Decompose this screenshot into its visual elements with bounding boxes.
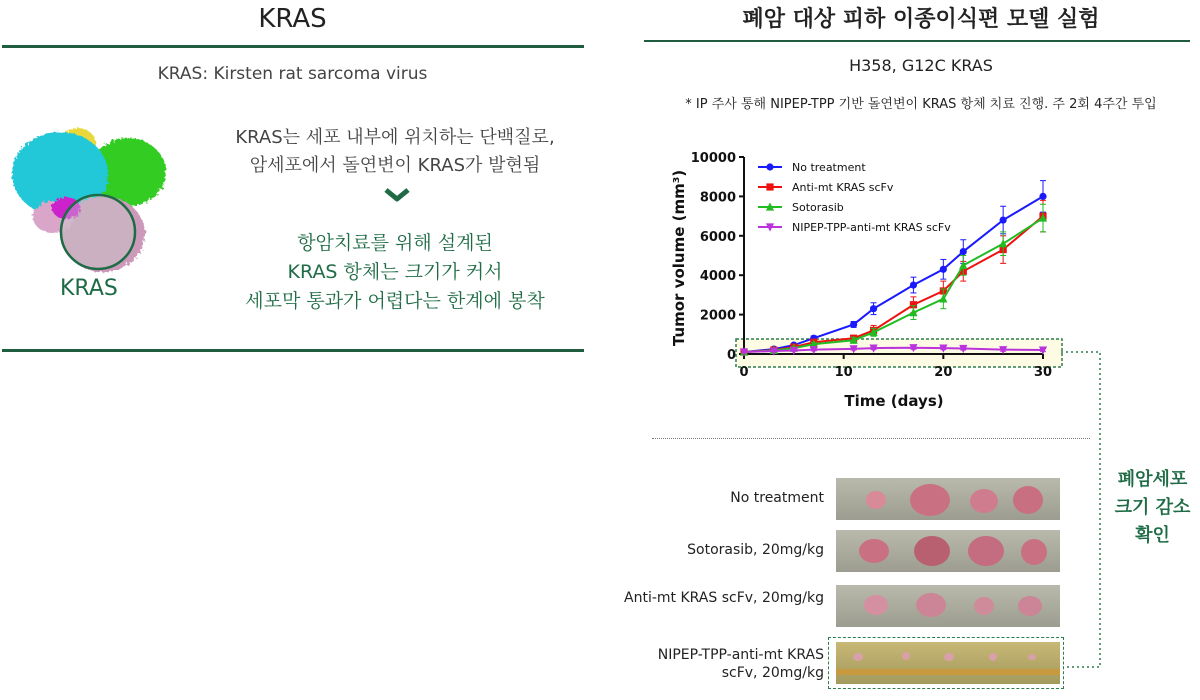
title-divider bbox=[2, 45, 584, 48]
connector-line bbox=[1055, 345, 1105, 675]
legend-label: NIPEP-TPP-anti-mt KRAS scFv bbox=[792, 221, 951, 234]
photo-label-sotorasib: Sotorasib, 20mg/kg bbox=[687, 542, 824, 558]
photo-label-line: scFv, 20mg/kg bbox=[721, 665, 824, 681]
tumor-volume-chart bbox=[640, 140, 1100, 430]
photo-label-nipep bbox=[658, 646, 824, 682]
y-axis-label: Tumor volume (mm³) bbox=[670, 169, 688, 347]
kras-description bbox=[210, 124, 580, 180]
tumor-photo-nipep bbox=[836, 642, 1060, 684]
x-tick-label: 20 bbox=[934, 365, 953, 380]
legend-marker bbox=[766, 183, 773, 190]
photo-label-line: NIPEP-TPP-anti-mt KRAS bbox=[657, 647, 824, 663]
y-tick-label: 8000 bbox=[699, 190, 736, 206]
data-point bbox=[960, 248, 967, 255]
confirm-line: 폐암세포 bbox=[1117, 469, 1188, 490]
tumor-photo-sotorasib bbox=[836, 530, 1060, 572]
kras-title: KRAS bbox=[258, 4, 327, 34]
series-line bbox=[744, 196, 1043, 352]
kras-conclusion bbox=[210, 229, 580, 316]
legend-marker bbox=[766, 163, 773, 170]
confirm-line: 확인 bbox=[1135, 525, 1170, 546]
data-point bbox=[910, 281, 917, 288]
data-point bbox=[850, 321, 857, 328]
data-point bbox=[870, 305, 877, 312]
treatment-note: * IP 주사 통해 NIPEP-TPP 기반 돌연변이 KRAS 항체 치료 진행. 주 2회 4주간 투입 bbox=[685, 97, 1157, 112]
series-line bbox=[744, 218, 1043, 352]
conclusion-line: KRAS 항체는 크기가 커서 bbox=[287, 261, 503, 283]
photo-label-no-treatment: No treatment bbox=[730, 490, 824, 506]
conclusion-line: 항암치료를 위해 설계된 bbox=[297, 232, 493, 254]
y-tick-label: 6000 bbox=[699, 229, 736, 245]
y-tick-label: 10000 bbox=[690, 151, 736, 166]
chevron-down-icon bbox=[384, 188, 410, 202]
cell-line-label: H358, G12C KRAS bbox=[849, 56, 993, 75]
series-0 bbox=[740, 181, 1046, 356]
description-line: 암세포에서 돌연변이 KRAS가 발현됨 bbox=[249, 155, 541, 176]
tumor-photo-no-treatment bbox=[836, 478, 1060, 520]
y-tick-label: 0 bbox=[726, 348, 736, 363]
experiment-divider bbox=[644, 40, 1190, 42]
legend-label: Anti-mt KRAS scFv bbox=[792, 181, 894, 194]
kras-subtitle: KRAS: Kirsten rat sarcoma virus bbox=[157, 64, 428, 84]
data-point bbox=[1039, 193, 1046, 200]
y-tick-label: 2000 bbox=[699, 308, 736, 324]
data-point bbox=[1000, 216, 1007, 223]
description-line: KRAS는 세포 내부에 위치하는 단백질로, bbox=[235, 127, 555, 148]
size-reduction-note bbox=[1105, 466, 1200, 550]
experiment-title: 폐암 대상 피하 이종이식편 모델 실험 bbox=[742, 7, 1100, 32]
x-tick-label: 10 bbox=[834, 365, 853, 380]
legend-label: Sotorasib bbox=[792, 201, 844, 214]
series-line bbox=[744, 216, 1043, 352]
kras-protein-image bbox=[8, 122, 178, 282]
confirm-line: 크기 감소 bbox=[1114, 497, 1191, 518]
conclusion-line: 세포막 통과가 어렵다는 한계에 봉착 bbox=[245, 290, 545, 312]
x-tick-label: 0 bbox=[739, 365, 749, 380]
data-point bbox=[999, 239, 1007, 247]
photo-label-anti-mt: Anti-mt KRAS scFv, 20mg/kg bbox=[624, 590, 824, 606]
tumor-photo-anti-mt bbox=[836, 585, 1060, 627]
x-tick-label: 30 bbox=[1033, 365, 1053, 380]
data-point bbox=[940, 266, 947, 273]
legend-label: No treatment bbox=[792, 161, 866, 174]
x-axis-label: Time (days) bbox=[844, 392, 944, 410]
section-separator bbox=[652, 438, 1090, 439]
y-tick-label: 4000 bbox=[699, 269, 736, 285]
bottom-divider bbox=[2, 349, 584, 352]
protein-label: KRAS bbox=[60, 276, 118, 301]
